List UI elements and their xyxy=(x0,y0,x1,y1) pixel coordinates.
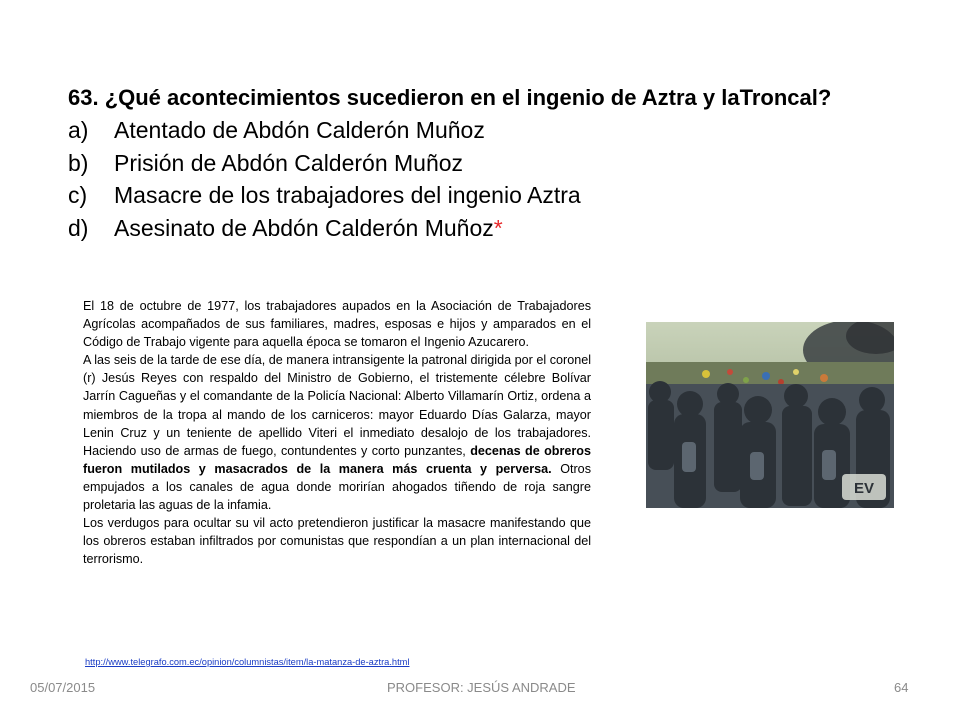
article-text xyxy=(83,297,591,568)
question-title: 63. ¿Qué acontecimientos sucedieron en el ingenio de Aztra y laTroncal? xyxy=(68,85,832,110)
article-paragraph xyxy=(83,351,591,514)
option-b xyxy=(68,147,928,180)
article-text-run: A las seis de la tarde de ese día, de manera intransigente la patronal dirigida por el coronel (r) Jesús Reyes con respaldo del Ministro de Gobierno, el tristemente célebre Bolívar Jarrín Cagueñas y el comandante de la Policía Nacional: Alberto Villamarín Ortiz, ordena a miembros de la tropa al mando de los carniceros: mayor Eduardo Días Galarza, mayor Lenin Cruz y un teniente de apellido Viteri el inmediato desalojo de los trabajadores. Haciendo uso de armas de fuego, contundentes y corto punzantes, xyxy=(83,353,591,458)
page-number: 64 xyxy=(894,680,909,695)
footer-author: PROFESOR: JESÚS ANDRADE xyxy=(387,680,576,695)
photo-illustration xyxy=(646,322,894,508)
option-c xyxy=(68,179,928,212)
article-paragraph: El 18 de octubre de 1977, los trabajadores aupados en la Asociación de Trabajadores Agrícolas acompañados de sus familiares, madres, esposas e hijos y amparados en el Código de Trabajo vigente para aquella época se tomaron el Ingenio Azucarero. xyxy=(83,299,591,350)
option-text: Atentado de Abdón Calderón Muñoz xyxy=(114,117,485,143)
tv-logo-text: EV xyxy=(853,480,875,497)
option-a xyxy=(68,114,928,147)
answer-options xyxy=(68,114,928,244)
option-text: Prisión de Abdón Calderón Muñoz xyxy=(114,149,464,176)
option-letter: c) xyxy=(68,182,88,208)
option-text: Asesinato de Abdón Calderón Muñoz xyxy=(114,214,494,241)
option-text: Masacre de los trabajadores del ingenio Aztra xyxy=(114,182,581,208)
option-letter: b) xyxy=(68,149,89,176)
correct-marker: * xyxy=(493,214,503,241)
article-text-run: Otros empujados a los canales de agua donde morirían ahogados tiñendo de roja sangre proletaria las aguas de la infamia. xyxy=(83,461,591,513)
article-bold-run: decenas de obreros fueron mutilados y masacrados de la manera más cruenta y perversa. xyxy=(83,443,591,476)
option-letter: a) xyxy=(68,117,89,143)
article-paragraph: Los verdugos para ocultar su vil acto pretendieron justificar la masacre manifestando que los obreros estaban infiltrados por comunistas que respondían a un plan internacional del terrorismo. xyxy=(83,516,591,567)
option-d xyxy=(68,212,928,245)
footer-date: 05/07/2015 xyxy=(30,680,96,695)
news-photo xyxy=(646,322,894,508)
source-link[interactable]: http://www.telegrafo.com.ec/opinion/columnistas/item/la-matanza-de-aztra.html xyxy=(85,657,410,667)
option-letter: d) xyxy=(68,214,89,241)
